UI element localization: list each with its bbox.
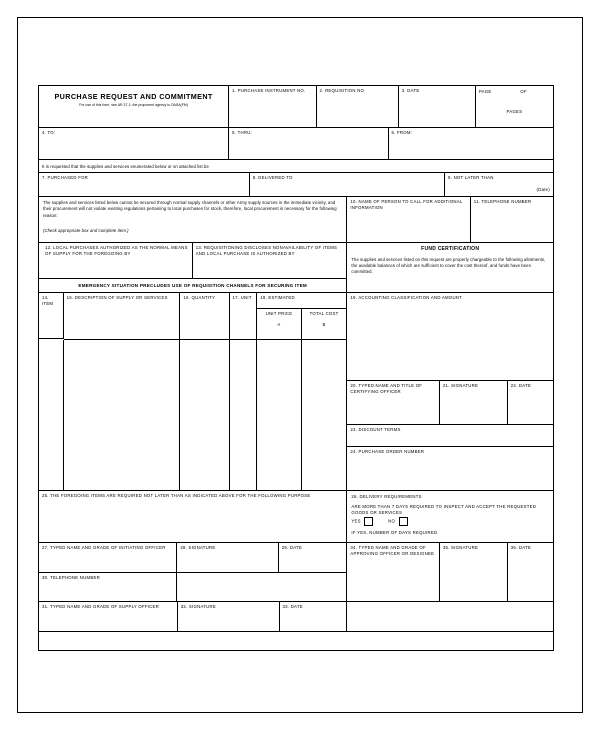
field-thru[interactable]: 5. THRU: — [229, 128, 388, 160]
narrative-text: The supplies and services listed below cannot be secured through normal supply channels or other Army supply sources in the immediate vicinity, and their procurement will not violate existing regulations pertaining to local purchases for stock, therefore, local procurement is necessary for the following reason: — [43, 200, 337, 218]
initiating-officer-row — [39, 543, 346, 573]
auth-subrow — [39, 243, 346, 279]
field-to[interactable]: 4. TO: — [39, 128, 229, 160]
field-not-later-than[interactable]: 9. NOT LATER THAN (Date) — [445, 173, 553, 197]
form-header-row — [39, 86, 553, 128]
field-purchase-instrument-no[interactable]: 1. PURCHASE INSTRUMENT NO. — [229, 86, 316, 128]
purchase-request-form — [38, 85, 554, 651]
field-certifying-officer-name[interactable]: 20. TYPED NAME AND TITLE OF CERTIFYING OFFICER — [347, 381, 440, 425]
field-delivery-requirements[interactable] — [347, 491, 553, 543]
delivery-requirements-label: 26. DELIVERY REQUIREMENTS — [351, 494, 422, 499]
field-discount-terms[interactable]: 23. DISCOUNT TERMS — [347, 425, 553, 447]
col-unit: 17. UNIT — [230, 293, 258, 340]
items-table — [39, 293, 347, 491]
field-from[interactable]: 6. FROM: — [389, 128, 553, 160]
items-and-accounting-row — [39, 293, 553, 491]
accounting-row — [347, 293, 553, 381]
field-supply-date[interactable]: 33. DATE — [280, 602, 348, 632]
col-total-cost: TOTAL COST B — [309, 311, 339, 327]
field-page-of-pages[interactable] — [476, 86, 553, 128]
field-purchase-order-number[interactable]: 24. PURCHASE ORDER NUMBER — [350, 449, 425, 454]
supply-officer-row — [39, 602, 553, 632]
emergency-row — [39, 279, 346, 292]
emergency-statement: EMERGENCY SITUATION PRECLUDES USE OF REQUISITION CHANNELS FOR SECURING ITEM — [78, 283, 308, 288]
yes-checkbox[interactable] — [364, 517, 373, 526]
col-description: 15. DESCRIPTION OF SUPPLY OR SERVICES — [64, 293, 181, 340]
fund-certification-block — [347, 243, 553, 293]
form-title-cell — [39, 86, 229, 128]
no-checkbox[interactable] — [399, 517, 408, 526]
telephone-row — [39, 573, 346, 601]
field-initiating-signature[interactable]: 28. SIGNATURE — [177, 543, 278, 573]
col-estimated-label: 18. ESTIMATED — [257, 293, 346, 309]
field-contact-name[interactable]: 10. NAME OF PERSON TO CALL FOR ADDITIONAL INFORMATION — [347, 197, 470, 243]
fund-certification-title: FUND CERTIFICATION — [421, 246, 480, 252]
items-body-row — [39, 340, 346, 490]
field-requisitioning-discloses[interactable]: 13. REQUISITIONING DISCLOSES NONAVAILABILITY OF ITEMS AND LOCAL PURCHASE IS AUTHORIZED BY — [193, 243, 347, 279]
field-supply-officer-name[interactable]: 31. TYPED NAME AND GRADE OF SUPPLY OFFICER — [39, 602, 178, 632]
cell-unit[interactable] — [230, 340, 258, 490]
page-label: PAGE — [478, 89, 492, 94]
authorization-fund-row — [39, 243, 553, 293]
spacer-b — [279, 573, 347, 601]
delivery-question: ARE MORE THAN 7 DAYS REQUIRED TO INSPECT AND ACCEPT THE REQUESTED GOODS OR SERVICES — [351, 503, 537, 515]
field-foregoing-purpose[interactable]: 25. THE FOREGOING ITEMS ARE REQUIRED NOT LATER THAN AS INDICATED ABOVE FOR THE FOLLOWING PURPOSE — [39, 491, 347, 543]
cell-quantity[interactable] — [180, 340, 229, 490]
supply-row-right-spacer — [347, 602, 553, 632]
field-approving-signature[interactable]: 35. SIGNATURE — [440, 543, 508, 601]
field-requisition-no[interactable]: 2. REQUISITION NO. — [317, 86, 399, 128]
cell-description[interactable] — [64, 340, 181, 490]
pages-label: PAGES — [506, 108, 523, 114]
form-subtitle: For use of this form, see AR 37-1; the proponent agency is OASA(FM) — [79, 103, 188, 107]
fund-certification-text: The supplies and services listed on this request are properly chargeable to the following allotments, the available balances of which are sufficient to cover the cost thereof, and funds have been committed. — [351, 256, 546, 275]
requested-statement-row — [39, 160, 553, 173]
purchase-order-row — [347, 447, 553, 483]
cell-unit-price[interactable] — [257, 340, 302, 490]
certifying-officer-row — [347, 381, 553, 425]
field-initiating-telephone[interactable]: 30. TELEPHONE NUMBER — [39, 573, 177, 601]
narrative-italic: (Check appropriate box and complete item.) — [43, 227, 129, 233]
field-accounting-classification[interactable]: 19. ACCOUNTING CLASSIFICATION AND AMOUNT — [347, 293, 553, 381]
form-title: PURCHASE REQUEST AND COMMITMENT — [54, 92, 213, 101]
field-supply-signature[interactable]: 32. SIGNATURE — [178, 602, 280, 632]
initiating-approving-row — [39, 543, 553, 602]
narrative-cell — [39, 197, 347, 243]
col-unit-price: UNIT PRICE A — [257, 309, 302, 339]
field-approving-date[interactable]: 36. DATE — [510, 545, 532, 550]
estimated-subcols — [257, 309, 346, 339]
field-telephone-number[interactable]: 11. TELEPHONE NUMBER — [471, 197, 553, 243]
field-delivered-to[interactable]: 8. DELIVERED TO — [250, 173, 445, 197]
requested-statement: It is requested that the supplies and services enumerated below or on attached list be — [39, 160, 553, 173]
document-page — [17, 17, 583, 713]
purpose-delivery-row — [39, 491, 553, 543]
approving-officer-row — [347, 543, 553, 601]
page-of-label: OF — [520, 89, 527, 94]
col-quantity: 16. QUANTITY — [180, 293, 229, 340]
yes-label: YES — [351, 519, 361, 525]
col-item: 14. ITEM — [39, 293, 64, 339]
spacer-a — [177, 573, 278, 601]
field-certifying-signature[interactable]: 21. SIGNATURE — [440, 381, 508, 425]
approving-block — [347, 543, 553, 602]
field-initiating-date[interactable]: 29. DATE — [279, 543, 347, 573]
form-footer — [39, 632, 553, 650]
to-thru-from-row — [39, 128, 553, 160]
cell-total-cost[interactable] — [302, 340, 347, 490]
discount-terms-row — [347, 425, 553, 447]
no-label: NO — [388, 519, 396, 525]
field-date[interactable]: 3. DATE — [399, 86, 476, 128]
narrative-row — [39, 197, 553, 243]
field-purchased-for[interactable]: 7. PURCHASED FOR — [39, 173, 250, 197]
field-approving-officer-name[interactable]: 34. TYPED NAME AND GRADE OF APPROVING OFFICER OR DESIGNEE — [347, 543, 440, 601]
field-initiating-officer-name[interactable]: 27. TYPED NAME AND GRADE OF INITIATING OFFICER — [39, 543, 177, 573]
cell-item[interactable] — [39, 340, 64, 490]
purchased-delivered-row — [39, 173, 553, 197]
field-certifying-date[interactable]: 22. DATE — [508, 381, 553, 425]
initiating-block — [39, 543, 347, 602]
authorization-block — [39, 243, 347, 293]
items-header-row — [39, 293, 346, 340]
accounting-stack — [347, 293, 553, 491]
days-required-label: IF YES, NUMBER OF DAYS REQUIRED — [351, 530, 438, 536]
form-footer-row — [39, 632, 553, 650]
field-local-purchases-authorized[interactable]: 12. LOCAL PURCHASES AUTHORIZED AS THE NORMAL MEANS OF SUPPLY FOR THE FOREGOING BY — [39, 243, 193, 279]
col-estimated — [257, 293, 346, 340]
